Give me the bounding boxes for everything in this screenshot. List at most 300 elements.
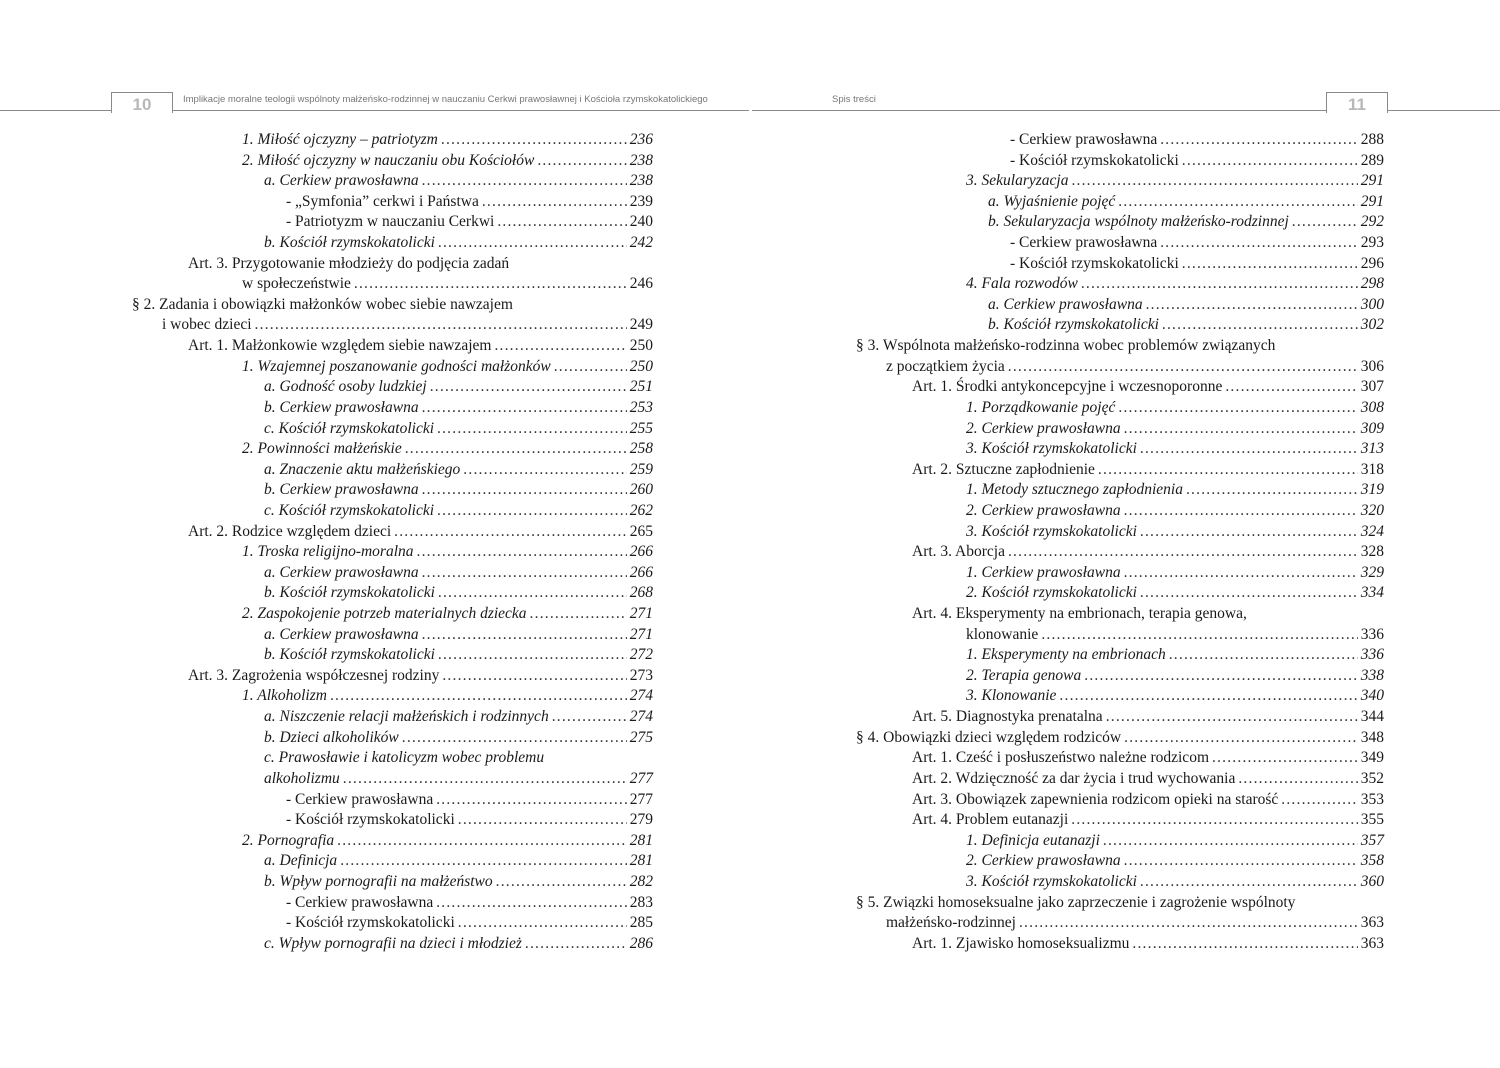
- dot-leader: [330, 686, 627, 707]
- toc-entry-page: 336: [1360, 646, 1384, 664]
- toc-entry-page: 358: [1360, 852, 1384, 870]
- toc-entry-title: 2. Cerkiew prawosławna: [966, 419, 1121, 437]
- toc-entry-title: § 5. Związki homoseksualne jako zaprzeczenie i zagrożenie wspólnoty: [856, 893, 1296, 911]
- toc-entry: [132, 728, 653, 749]
- toc-entry-title: b. Kościół rzymskokatolicki: [264, 646, 435, 664]
- toc-entry-title: - Kościół rzymskokatolicki: [1010, 151, 1179, 169]
- toc-entry-page: 239: [629, 192, 653, 210]
- toc-entry: [856, 769, 1384, 790]
- toc-entry-title: a. Cerkiew prawosławna: [988, 295, 1143, 313]
- toc-entry-page: 352: [1360, 769, 1384, 787]
- toc-entry-title: c. Kościół rzymskokatolicki: [264, 501, 435, 519]
- toc-entry-page: 298: [1360, 275, 1384, 293]
- toc-entry-page: 262: [629, 501, 653, 519]
- toc-entry-page: 242: [629, 234, 653, 252]
- toc-entry-title: - Cerkiew prawosławna: [1010, 131, 1158, 148]
- toc-entry-page: 344: [1360, 708, 1384, 726]
- toc-entry-page: 286: [629, 934, 653, 952]
- toc-entry-page: 251: [629, 378, 653, 396]
- dot-leader: [1140, 439, 1358, 460]
- toc-entry: [856, 398, 1384, 419]
- toc-entry-title: Art. 3. Zagrożenia współczesnej rodziny: [188, 666, 440, 684]
- toc-entry: [856, 151, 1384, 172]
- toc-entry: [856, 212, 1384, 233]
- toc-entry: [856, 357, 1384, 378]
- toc-entry-title: 2. Miłość ojczyzny w nauczaniu obu Kościołów: [242, 151, 535, 169]
- dot-leader: [422, 171, 627, 192]
- toc-entry-page: 255: [629, 419, 653, 437]
- toc-entry: [856, 522, 1384, 543]
- toc-entry-title: § 2. Zadania i obowiązki małżonków wobec siebie nawzajem: [132, 295, 513, 313]
- toc-entry-page: 274: [629, 687, 653, 705]
- toc-entry-page: 238: [629, 172, 653, 190]
- dot-leader: [1124, 728, 1358, 749]
- right-page-number: 11: [1326, 92, 1388, 113]
- toc-entry: [132, 480, 653, 501]
- toc-entry: [132, 707, 653, 728]
- toc-entry: [132, 336, 653, 357]
- dot-leader: [1071, 171, 1357, 192]
- toc-entry: [856, 728, 1384, 749]
- toc-entry: [856, 315, 1384, 336]
- toc-entry-title: 3. Kościół rzymskokatolicki: [966, 872, 1137, 890]
- toc-entry: [856, 851, 1384, 872]
- toc-entry-title: 2. Cerkiew prawosławna: [966, 852, 1121, 870]
- toc-entry-page: 338: [1360, 666, 1384, 684]
- dot-leader: [537, 151, 626, 172]
- dot-leader: [343, 769, 627, 790]
- toc-entry-title: a. Cerkiew prawosławna: [264, 625, 419, 643]
- toc-entry-page: 334: [1360, 584, 1384, 602]
- toc-entry: [856, 748, 1384, 769]
- toc-entry-title: 2. Kościół rzymskokatolicki: [966, 584, 1137, 602]
- toc-entry: [856, 913, 1384, 934]
- dot-leader: [438, 233, 627, 254]
- toc-entry: [856, 563, 1384, 584]
- toc-entry: [856, 419, 1384, 440]
- toc-entry-title: - Kościół rzymskokatolicki: [286, 811, 455, 829]
- toc-entry: [132, 666, 653, 687]
- toc-entry-page: 266: [629, 563, 653, 581]
- toc-entry: [132, 295, 653, 316]
- dot-leader: [436, 790, 627, 811]
- toc-entry-title: Art. 4. Eksperymenty na embrionach, terapia genowa,: [912, 605, 1247, 623]
- dot-leader: [1118, 192, 1357, 213]
- toc-entry: [856, 583, 1384, 604]
- toc-entry: [856, 810, 1384, 831]
- dot-leader: [255, 315, 627, 336]
- toc-entry: [856, 377, 1384, 398]
- dot-leader: [442, 666, 626, 687]
- toc-entry: [132, 522, 653, 543]
- toc-entry-page: 281: [629, 831, 653, 849]
- dot-leader: [458, 810, 627, 831]
- dot-leader: [1059, 686, 1357, 707]
- toc-entry: [856, 831, 1384, 852]
- toc-entry-page: 250: [629, 357, 653, 375]
- toc-entry: [856, 645, 1384, 666]
- toc-entry-page: 320: [1360, 501, 1384, 519]
- toc-entry-page: 279: [629, 811, 653, 829]
- toc-entry-title: b. Kościół rzymskokatolicki: [988, 316, 1159, 334]
- toc-entry-title: Art. 3. Obowiązek zapewnienia rodzicom opieki na starość: [912, 790, 1279, 808]
- dot-leader: [1118, 398, 1357, 419]
- toc-entry: [132, 583, 653, 604]
- toc-entry-title: b. Dzieci alkoholików: [264, 728, 399, 746]
- dot-leader: [1124, 851, 1358, 872]
- toc-entry-page: 277: [629, 790, 653, 808]
- dot-leader: [1182, 151, 1358, 172]
- toc-entry-title: 3. Kościół rzymskokatolicki: [966, 440, 1137, 458]
- dot-leader: [1019, 913, 1358, 934]
- toc-entry-page: 288: [1360, 131, 1384, 148]
- toc-entry-title: a. Znaczenie aktu małżeńskiego: [264, 460, 461, 478]
- dot-leader: [422, 563, 627, 584]
- toc-entry-title: b. Cerkiew prawosławna: [264, 481, 419, 499]
- toc-entry-title: Art. 1. Zjawisko homoseksualizmu: [912, 934, 1130, 952]
- toc-entry-page: 363: [1360, 914, 1384, 932]
- dot-leader: [422, 480, 627, 501]
- toc-entry-title: a. Cerkiew prawosławna: [264, 172, 419, 190]
- toc-entry-page: 253: [629, 398, 653, 416]
- toc-entry-title: § 4. Obowiązki dzieci względem rodziców: [856, 728, 1122, 746]
- toc-entry-page: 324: [1360, 522, 1384, 540]
- toc-entry-page: 285: [629, 914, 653, 932]
- toc-entry-title: klonowanie: [966, 625, 1039, 643]
- toc-entry: [132, 790, 653, 811]
- toc-entry-title: c. Kościół rzymskokatolicki: [264, 419, 435, 437]
- dot-leader: [1225, 377, 1357, 398]
- toc-entry: [856, 233, 1384, 254]
- toc-entry: [856, 893, 1384, 914]
- toc-entry-title: 1. Wzajemnej poszanowanie godności małżonków: [242, 357, 551, 375]
- toc-entry: [856, 295, 1384, 316]
- toc-entry-title: z początkiem życia: [886, 357, 1005, 375]
- toc-entry-title: b. Wpływ pornografii na małżeństwo: [264, 872, 493, 890]
- toc-entry-page: 309: [1360, 419, 1384, 437]
- toc-entry-page: 266: [629, 543, 653, 561]
- toc-entry: [132, 274, 653, 295]
- toc-entry-title: 1. Cerkiew prawosławna: [966, 563, 1121, 581]
- toc-entry: [132, 934, 653, 955]
- toc-entry-title: - Cerkiew prawosławna: [1010, 234, 1158, 252]
- toc-entry: [132, 748, 653, 769]
- toc-entry-page: 348: [1360, 728, 1384, 746]
- toc-entry-title: - Patriotyzm w nauczaniu Cerkwi: [286, 213, 495, 231]
- toc-entry: [132, 460, 653, 481]
- toc-entry-title: 3. Klonowanie: [966, 687, 1057, 705]
- toc-entry-page: 328: [1360, 543, 1384, 561]
- toc-entry-title: małżeńsko-rodzinnej: [886, 914, 1016, 932]
- dot-leader: [1071, 810, 1358, 831]
- toc-entry-title: 2. Terapia genowa: [966, 666, 1082, 684]
- dot-leader: [1103, 831, 1358, 852]
- toc-entry-title: a. Godność osoby ludzkiej: [264, 378, 427, 396]
- toc-entry-page: 329: [1360, 563, 1384, 581]
- toc-entry: [132, 151, 653, 172]
- toc-entry-page: 236: [629, 131, 653, 148]
- dot-leader: [1140, 583, 1358, 604]
- left-toc: [132, 130, 653, 954]
- dot-leader: [422, 398, 627, 419]
- toc-entry: [856, 790, 1384, 811]
- toc-entry-title: § 3. Wspólnota małżeńsko-rodzinna wobec problemów związanych: [856, 337, 1276, 355]
- dot-leader: [1140, 522, 1358, 543]
- toc-entry: [132, 851, 653, 872]
- toc-entry-title: Art. 4. Problem eutanazji: [912, 811, 1069, 829]
- toc-entry-page: 308: [1360, 398, 1384, 416]
- toc-entry-page: 340: [1360, 687, 1384, 705]
- toc-entry-page: 293: [1360, 234, 1384, 252]
- dot-leader: [337, 831, 627, 852]
- toc-entry: [856, 707, 1384, 728]
- toc-entry: [132, 192, 653, 213]
- toc-entry-page: 357: [1360, 831, 1384, 849]
- dot-leader: [430, 377, 627, 398]
- dot-leader: [1238, 769, 1357, 790]
- dot-leader: [530, 604, 627, 625]
- toc-entry: [856, 501, 1384, 522]
- toc-entry-title: i wobec dzieci: [162, 316, 252, 334]
- toc-entry-page: 268: [629, 584, 653, 602]
- dot-leader: [525, 934, 627, 955]
- dot-leader: [422, 625, 627, 646]
- dot-leader: [1081, 274, 1358, 295]
- toc-entry: [856, 254, 1384, 275]
- toc-entry-page: 336: [1360, 625, 1384, 643]
- dot-leader: [1146, 295, 1358, 316]
- toc-entry-title: 1. Eksperymenty na embrionach: [966, 646, 1166, 664]
- toc-entry-title: Art. 1. Cześć i posłuszeństwo należne rodzicom: [912, 749, 1209, 767]
- toc-entry: [856, 934, 1384, 955]
- toc-entry-title: 1. Alkoholizm: [242, 687, 327, 705]
- toc-entry: [132, 212, 653, 233]
- toc-entry-page: 300: [1360, 295, 1384, 313]
- toc-entry: [132, 254, 653, 275]
- toc-entry-title: a. Definicja: [264, 852, 338, 870]
- toc-entry-title: - Kościół rzymskokatolicki: [286, 914, 455, 932]
- toc-entry: [132, 315, 653, 336]
- toc-entry-title: - Cerkiew prawosławna: [286, 790, 434, 808]
- dot-leader: [1169, 645, 1358, 666]
- dot-leader: [482, 192, 627, 213]
- toc-entry-title: - Kościół rzymskokatolicki: [1010, 254, 1179, 272]
- toc-entry: [132, 769, 653, 790]
- toc-entry-title: Art. 2. Rodzice względem dzieci: [188, 522, 392, 540]
- toc-entry-title: 2. Pornografia: [242, 831, 335, 849]
- toc-entry: [132, 377, 653, 398]
- dot-leader: [417, 542, 627, 563]
- toc-entry: [132, 563, 653, 584]
- toc-entry-page: 246: [629, 275, 653, 293]
- toc-entry-page: 306: [1360, 357, 1384, 375]
- dot-leader: [437, 501, 627, 522]
- toc-entry: [132, 625, 653, 646]
- dot-leader: [1098, 460, 1358, 481]
- toc-entry-title: b. Cerkiew prawosławna: [264, 398, 419, 416]
- toc-entry: [856, 625, 1384, 646]
- toc-entry: [132, 831, 653, 852]
- right-toc: [856, 130, 1384, 954]
- toc-entry-title: Art. 3. Przygotowanie młodzieży do podjęcia zadań: [188, 254, 510, 272]
- dot-leader: [496, 872, 627, 893]
- toc-entry-page: 355: [1360, 811, 1384, 829]
- toc-entry-title: Art. 2. Sztuczne zapłodnienie: [912, 460, 1095, 478]
- toc-entry-page: 302: [1360, 316, 1384, 334]
- toc-entry-page: 275: [629, 728, 653, 746]
- toc-entry-title: a. Cerkiew prawosławna: [264, 563, 419, 581]
- dot-leader: [402, 728, 627, 749]
- toc-entry-title: c. Prawosławie i katolicyzm wobec problemu: [264, 749, 545, 767]
- dot-leader: [1124, 419, 1358, 440]
- toc-entry-page: 313: [1360, 440, 1384, 458]
- toc-entry-page: 265: [629, 522, 653, 540]
- toc-entry-page: 283: [629, 893, 653, 911]
- toc-entry-page: 319: [1360, 481, 1384, 499]
- dot-leader: [340, 851, 627, 872]
- toc-entry-title: a. Wyjaśnienie pojęć: [988, 192, 1116, 210]
- left-page-number: 10: [111, 92, 173, 113]
- toc-entry-title: b. Kościół rzymskokatolicki: [264, 234, 435, 252]
- toc-entry-title: 2. Cerkiew prawosławna: [966, 501, 1121, 519]
- dot-leader: [405, 439, 627, 460]
- toc-entry-page: 258: [629, 440, 653, 458]
- dot-leader: [1182, 254, 1358, 275]
- dot-leader: [394, 522, 627, 543]
- toc-entry-title: 1. Miłość ojczyzny – patriotyzm: [242, 131, 438, 148]
- toc-entry-title: b. Sekularyzacja wspólnoty małżeńsko-rodzinnej: [988, 213, 1289, 231]
- toc-entry-page: 307: [1360, 378, 1384, 396]
- dot-leader: [438, 645, 627, 666]
- dot-leader: [437, 419, 627, 440]
- dot-leader: [494, 336, 626, 357]
- dot-leader: [354, 274, 627, 295]
- dot-leader: [1281, 790, 1357, 811]
- toc-entry-title: 2. Powinności małżeńskie: [242, 440, 402, 458]
- toc-entry: [132, 893, 653, 914]
- dot-leader: [1162, 315, 1358, 336]
- left-running-head: Implikacje moralne teologii wspólnoty małżeńsko-rodzinnej w nauczaniu Cerkwi prawosławnej i Kościoła rzymskokatolickiego: [183, 94, 708, 105]
- dot-leader: [1008, 357, 1358, 378]
- toc-entry: [132, 604, 653, 625]
- toc-entry: [132, 439, 653, 460]
- toc-entry: [132, 130, 653, 151]
- toc-entry: [132, 357, 653, 378]
- toc-entry-page: 291: [1360, 172, 1384, 190]
- dot-leader: [458, 913, 627, 934]
- toc-entry-page: 271: [629, 605, 653, 623]
- toc-entry: [856, 686, 1384, 707]
- toc-entry-page: 260: [629, 481, 653, 499]
- toc-entry-page: 296: [1360, 254, 1384, 272]
- toc-entry: [856, 460, 1384, 481]
- dot-leader: [1160, 130, 1358, 151]
- toc-entry-page: 363: [1360, 934, 1384, 952]
- toc-entry-title: w społeczeństwie: [242, 275, 351, 293]
- toc-entry-title: Art. 1. Małżonkowie względem siebie nawzajem: [188, 337, 492, 355]
- toc-entry: [856, 604, 1384, 625]
- dot-leader: [1292, 212, 1358, 233]
- toc-entry-title: 3. Kościół rzymskokatolicki: [966, 522, 1137, 540]
- toc-entry-title: a. Niszczenie relacji małżeńskich i rodzinnych: [264, 708, 549, 726]
- toc-entry-page: 360: [1360, 872, 1384, 890]
- toc-entry: [132, 419, 653, 440]
- toc-entry-title: alkoholizmu: [264, 769, 340, 787]
- toc-entry-title: 1. Definicja eutanazji: [966, 831, 1100, 849]
- toc-entry: [856, 130, 1384, 151]
- toc-entry-page: 289: [1360, 151, 1384, 169]
- toc-entry-title: Art. 2. Wdzięczność za dar życia i trud wychowania: [912, 769, 1236, 787]
- toc-entry-title: Art. 5. Diagnostyka prenatalna: [912, 708, 1103, 726]
- toc-entry: [132, 171, 653, 192]
- dot-leader: [463, 460, 626, 481]
- toc-entry: [132, 645, 653, 666]
- dot-leader: [436, 893, 627, 914]
- dot-leader: [1212, 748, 1358, 769]
- toc-entry-title: b. Kościół rzymskokatolicki: [264, 584, 435, 602]
- toc-entry: [856, 872, 1384, 893]
- toc-entry: [856, 666, 1384, 687]
- toc-entry: [132, 686, 653, 707]
- dot-leader: [554, 357, 627, 378]
- toc-entry-title: 2. Zaspokojenie potrzeb materialnych dziecka: [242, 605, 527, 623]
- toc-entry: [856, 542, 1384, 563]
- toc-entry-page: 281: [629, 852, 653, 870]
- toc-entry: [132, 810, 653, 831]
- dot-leader: [1041, 625, 1357, 646]
- toc-entry: [856, 336, 1384, 357]
- toc-entry-title: 4. Fala rozwodów: [966, 275, 1078, 293]
- toc-entry: [132, 872, 653, 893]
- toc-entry-title: 1. Troska religijno-moralna: [242, 543, 414, 561]
- toc-entry: [132, 233, 653, 254]
- toc-entry: [132, 913, 653, 934]
- toc-entry: [132, 501, 653, 522]
- dot-leader: [1084, 666, 1357, 687]
- toc-entry: [856, 192, 1384, 213]
- toc-entry-title: Art. 1. Środki antykoncepcyjne i wczesnoporonne: [912, 378, 1223, 396]
- dot-leader: [1106, 707, 1358, 728]
- dot-leader: [438, 583, 627, 604]
- toc-entry: [856, 171, 1384, 192]
- toc-entry-page: 282: [629, 872, 653, 890]
- toc-entry-page: 240: [629, 213, 653, 231]
- toc-entry-title: 1. Metody sztucznego zapłodnienia: [966, 481, 1183, 499]
- dot-leader: [1186, 480, 1358, 501]
- toc-entry: [132, 398, 653, 419]
- dot-leader: [1160, 233, 1358, 254]
- dot-leader: [1140, 872, 1358, 893]
- dot-leader: [1008, 542, 1358, 563]
- toc-entry-title: 1. Porządkowanie pojęć: [966, 398, 1116, 416]
- toc-entry-page: 271: [629, 625, 653, 643]
- toc-entry: [132, 542, 653, 563]
- toc-entry-page: 277: [629, 769, 653, 787]
- dot-leader: [441, 130, 627, 151]
- dot-leader: [1132, 934, 1357, 955]
- toc-entry-page: 292: [1360, 213, 1384, 231]
- toc-entry-page: 318: [1360, 460, 1384, 478]
- toc-entry-page: 259: [629, 460, 653, 478]
- dot-leader: [1124, 501, 1358, 522]
- toc-entry-title: - „Symfonia” cerkwi i Państwa: [286, 192, 479, 210]
- dot-leader: [552, 707, 627, 728]
- toc-entry-page: 272: [629, 646, 653, 664]
- toc-entry-title: c. Wpływ pornografii na dzieci i młodzież: [264, 934, 522, 952]
- dot-leader: [1124, 563, 1358, 584]
- toc-entry-page: 238: [629, 151, 653, 169]
- dot-leader: [497, 212, 626, 233]
